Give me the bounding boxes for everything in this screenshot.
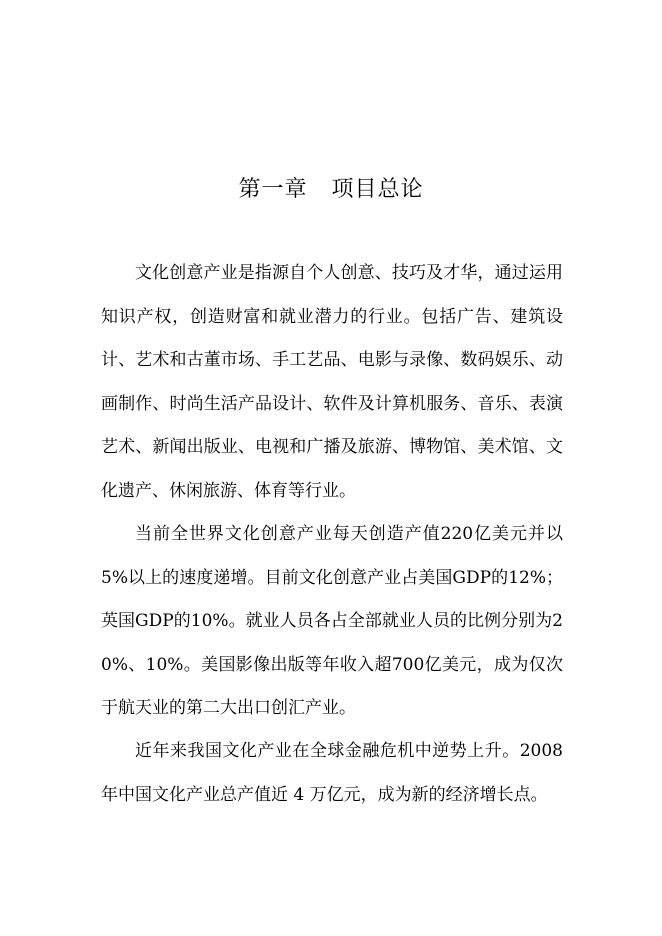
paragraph-cultural-industry-definition bbox=[101, 252, 563, 513]
paragraph-text: 近年来我国文化产业在全球金融危机中逆势上升。2008 年中国文化产业总产值近 4 万亿元，成为新的经济增长点。 bbox=[101, 741, 563, 805]
paragraph-text: 当前全世界文化创意产业每天创造产值220亿美元并以5%以上的速度递增。目前文化创意产业占美国GDP的12%；英国GDP的10%。就业人员各占全部就业人员的比例分别为20%、10%。美国影像出版等年收入超700亿美元，成为仅次于航天业的第二大出口创汇产业。 bbox=[101, 524, 563, 718]
paragraph-china-growth bbox=[101, 730, 563, 817]
paragraph-text: 文化创意产业是指源自个人创意、技巧及才华，通过运用知识产权，创造财富和就业潜力的行业。包括广告、建筑设计、艺术和古董市场、手工艺品、电影与录像、数码娱乐、动画制作、时尚生活产品设计、软件及计算机服务、音乐、表演艺术、新闻出版业、电视和广播及旅游、博物馆、美术馆、文化遗产、休闲旅游、体育等行业。 bbox=[101, 263, 563, 501]
chapter-title: 第一章 项目总论 bbox=[238, 177, 424, 202]
paragraph-global-output bbox=[101, 513, 563, 731]
